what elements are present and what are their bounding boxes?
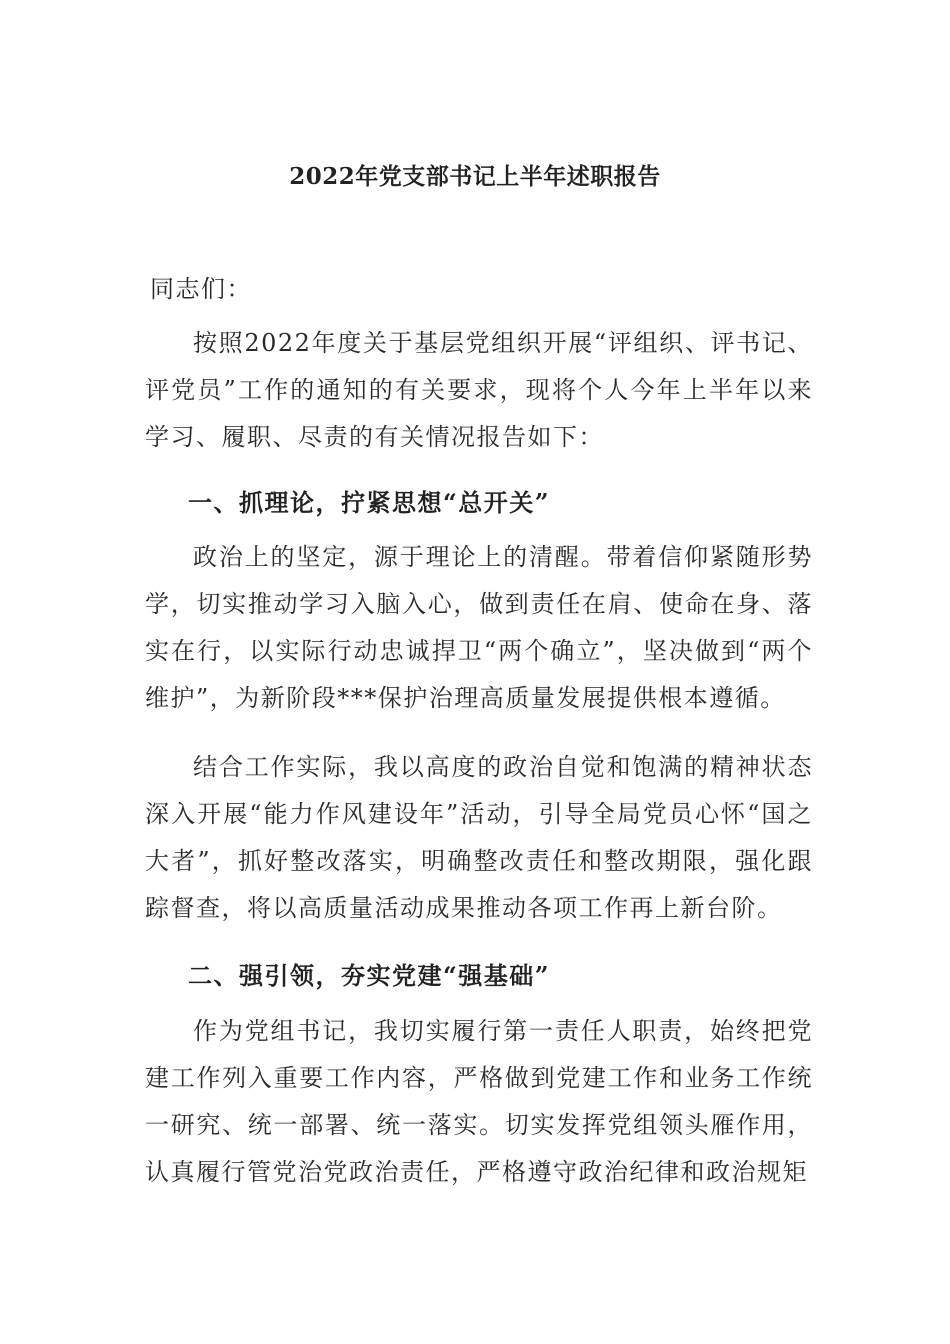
- section-1-paragraph-1: 政治上的坚定，源于理论上的清醒。带着信仰紧随形势学，切实推动学习入脑入心，做到责任在肩、使命在身、落实在行，以实际行动忠诚捍卫“两个确立”，坚决做到“两个维护”，为新阶段***保护治理高质量发展提供根本遵循。: [145, 543, 813, 712]
- intro-paragraph: 按照2022年度关于基层党组织开展“评组织、评书记、评党员”工作的通知的有关要求，现将个人今年上半年以来学习、履职、尽责的有关情况报告如下：: [145, 329, 813, 451]
- section-1-paragraph-2: 结合工作实际，我以高度的政治自觉和饱满的精神状态深入开展“能力作风建设年”活动，引导全局党员心怀“国之大者”，抓好整改落实，明确整改责任和整改期限，强化跟踪督查，将以高质量活动成果推动各项工作再上新台阶。: [145, 753, 813, 922]
- salutation: 同志们：: [150, 275, 252, 303]
- section-2-heading: 二、强引领，夯实党建“强基础”: [188, 961, 551, 990]
- section-1-heading: 一、抓理论，拧紧思想“总开关”: [188, 488, 551, 517]
- document-title: 2022年党支部书记上半年述职报告: [289, 163, 661, 190]
- section-2-paragraph-1: 作为党组书记，我切实履行第一责任人职责，始终把党建工作列入重要工作内容，严格做到党建工作和业务工作统一研究、统一部署、统一落实。切实发挥党组领头雁作用，认真履行管党治党政治责任，严格遵守政治纪律和政治规矩: [145, 1017, 813, 1186]
